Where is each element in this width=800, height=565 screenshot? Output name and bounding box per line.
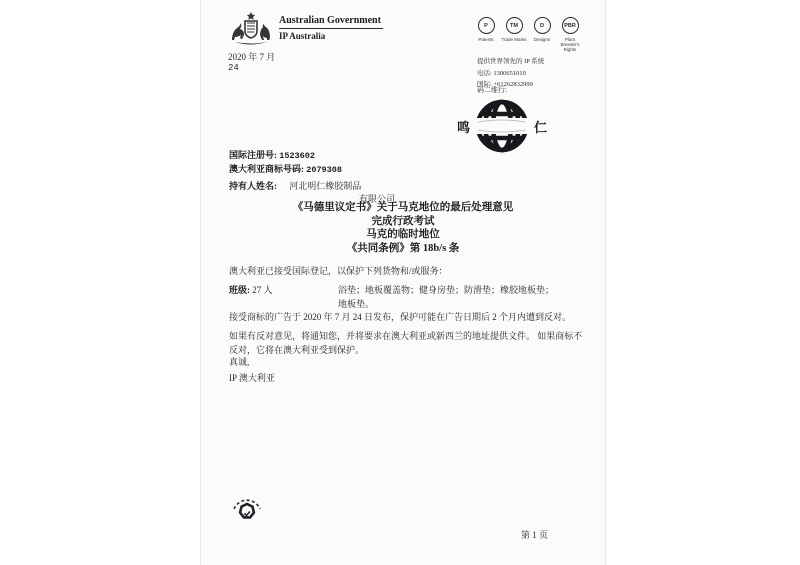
trademark-image-label: 码二维行: [477, 86, 507, 94]
au-trademark-row [229, 162, 342, 175]
service-patents [472, 17, 500, 53]
trademark-left-character: 鸣 [457, 119, 471, 135]
class-label: 班级: [229, 285, 250, 295]
opposition-paragraph: 如果有反对意见，将通知您，并将要求在澳大利亚或新西兰的地址提供文件。 如果商标不反对，它将在澳大利亚受到保护。 [229, 331, 583, 355]
intl-registration-label: 国际注册号: [229, 150, 277, 160]
holder-row [229, 179, 361, 192]
globe-icon [473, 98, 531, 154]
service-designs [528, 17, 556, 53]
signature-text: IP 澳大利亚 [229, 373, 275, 383]
australian-coat-of-arms-icon [229, 12, 273, 51]
goods-list-line2: 地板垫。 [338, 299, 375, 309]
goods-list-line1: 浴垫；地板覆盖物；健身房垫；防滑垫；橡胶地板垫； [338, 285, 555, 295]
class-value: 27 人 [252, 285, 273, 295]
pbr-icon: PBR [562, 17, 579, 34]
trademark-right-character: 仁 [534, 119, 548, 135]
government-name: Australian Government [279, 15, 381, 26]
intl-registration-row [229, 148, 315, 161]
au-trademark-number: 2079308 [306, 165, 342, 175]
title-line-1: 《马德里议定书》关于马克地位的最后处理意见 [292, 202, 514, 213]
holder-name-line2: 有限公司 [359, 194, 396, 204]
international-phone: 国际: +61262832999 [477, 81, 533, 88]
designs-icon: D [534, 17, 551, 34]
trademark-logo [457, 98, 557, 154]
intl-registration-number: 1523602 [279, 151, 315, 161]
closing-text: 真诚, [229, 357, 250, 367]
trademarks-icon: TM [506, 17, 523, 34]
trademarks-label: Trade Marks [501, 37, 527, 42]
holder-name: 河北明仁橡胶制品 [289, 181, 362, 191]
holder-label: 持有人姓名: [229, 181, 277, 191]
designs-label: Designs [533, 37, 551, 42]
agency-header [279, 15, 399, 41]
title-line-4: 《共同条例》第 18b/s 条 [346, 242, 460, 254]
patents-icon: P [478, 17, 495, 34]
letter-date-line1: 2020 年 7 月 [228, 52, 276, 62]
ip-rights-icons [472, 17, 584, 53]
class-row [229, 283, 273, 296]
header-divider [279, 28, 383, 29]
letter-date-line2: 24 [228, 63, 239, 73]
advertisement-paragraph: 接受商标的广告于 2020 年 7 月 24 日发布，保护可能在广告日期后 2 个月内遭到反对。 [229, 312, 572, 322]
pbr-label: Plant Breeder's Rights [560, 37, 580, 53]
service-pbr [556, 17, 584, 53]
scanned-letter-page [200, 0, 606, 565]
acceptance-paragraph: 澳大利亚已接受国际登记，以保护下列货物和/或服务： [229, 266, 448, 276]
patents-label: Patents [478, 37, 494, 42]
service-trademarks [500, 17, 528, 53]
title-line-2: 完成行政考试 [371, 215, 435, 227]
phone-number: 电话: 1300651010 [477, 69, 526, 77]
au-trademark-label: 澳大利亚商标号码: [229, 164, 304, 174]
verification-stamp-icon [230, 496, 264, 535]
title-line-3: 马克的临时地位 [366, 229, 440, 240]
ip-system-tagline: 提供世界领先的 IP 系统 [477, 58, 545, 65]
page-number: 第 1 页 [521, 530, 549, 540]
agency-name: IP Australia [279, 31, 326, 41]
letter-title [201, 201, 605, 255]
